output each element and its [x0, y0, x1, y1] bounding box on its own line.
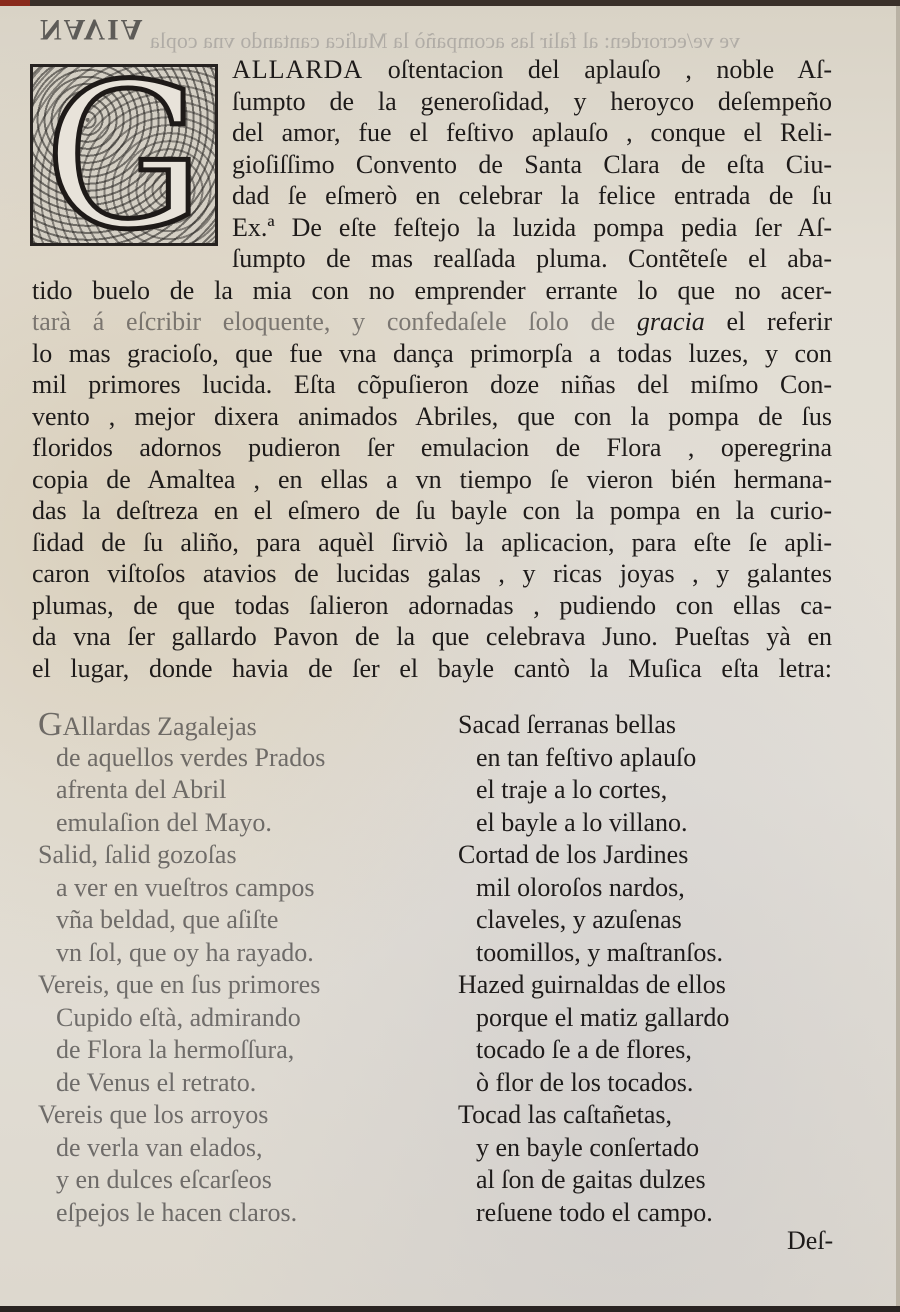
prose-line-9: lo mas gracioſo, que fue vna dança primorpſa a todas luzes, y con [32, 338, 832, 368]
prose-line-12: floridos adornos pudieron ſer emulacion de Flora , operegrina [32, 433, 832, 462]
verse-line: Cortad de los Jardines [458, 840, 689, 869]
verse-line: de verla van elados, [56, 1132, 263, 1162]
prose-line-17: plumas, de que todas ſalieron adornadas , pudiendo con ellas ca- [32, 590, 832, 620]
italic-word: gracia [636, 307, 705, 336]
verse-column-right [458, 709, 729, 1229]
prose-line-5: Ex.ª De eſte feſtejo la luzida pompa pedia ſer Aſ- [232, 212, 832, 242]
dropcap-letter: G [44, 41, 204, 274]
prose-line-16: caron viſtoſos atavios de lucidas galas , y ricas joyas , y galantes [32, 559, 832, 588]
verse-line: Tocad las caſtañetas, [458, 1100, 673, 1129]
bleed-through-text: ve ve/ecrorden: al falir las acompañò la Muſica cantando vna copla [150, 28, 741, 53]
prose-paragraph [32, 41, 832, 684]
verse-line: emulaſion del Mayo. [56, 807, 272, 837]
verse-line: GAllardas Zagalejas [38, 706, 257, 743]
verse-line: de Venus el retrato. [56, 1067, 257, 1097]
verse-line: claveles, y azuſenas [476, 905, 682, 934]
verse-line: vn ſol, que oy ha rayado. [56, 937, 314, 967]
prose-line-8: tarà á eſcribir eloquente, y confedaſele ſolo de gracia el referir [32, 307, 832, 336]
prose-line-10: mil primores lucida. Eſta cõpuſieron doze niñas del miſmo Con- [32, 370, 832, 399]
verse-line: vña beldad, que aſiſte [56, 905, 279, 934]
verse-line: Salid, ſalid gozoſas [38, 840, 237, 869]
prose-line-6: ſumpto de mas realſada pluma. Contẽteſe el aba- [232, 244, 832, 273]
verse-line: Hazed guirnaldas de ellos [458, 970, 726, 999]
prose-line-7: tido buelo de la mia con no emprender errante lo que no acer- [32, 275, 832, 305]
verse-line: al ſon de gaitas dulzes [476, 1165, 706, 1194]
prose-line-11: vento , mejor dixera animados Abriles, que con la pompa de ſus [32, 401, 832, 431]
catchword: Deſ- [787, 1226, 834, 1255]
prose-line-19: el lugar, donde havia de ſer el bayle cantò la Muſica eſta letra: [32, 653, 832, 683]
verse-line: Vereis, que en ſus primores [38, 970, 321, 999]
verse-line: Sacad ſerranas bellas [458, 710, 677, 739]
bleed-through-heading: NAVIA [40, 13, 145, 46]
prose-line-4: dad ſe eſmerò en celebrar la felice entrada de ſu [232, 181, 832, 210]
prose-line-0: ALLARDA oſtentacion del aplauſo , noble Aſ- [232, 55, 832, 84]
verse-line: el traje a lo cortes, [476, 775, 668, 804]
verse-line: porque el matiz gallardo [476, 1002, 730, 1032]
verse-line: mil oloroſos nardos, [476, 872, 685, 902]
prose-line-18: da vna ſer gallardo Pavon de la que celebrava Juno. Pueſtas yà en [32, 622, 832, 651]
verse-line: tocado ſe a de flores, [476, 1035, 692, 1064]
verse-line: y en bayle conſertado [476, 1132, 700, 1162]
verse-line: y en dulces eſcarſeos [56, 1165, 272, 1194]
prose-line-14: das la deſtreza en el eſmero de ſu bayle con la pompa en la curio- [32, 496, 832, 525]
prose-line-15: ſidad de ſu aliño, para aquèl ſirviò la aplicacion, para eſte ſe apli- [32, 527, 832, 557]
verse-line: de aquellos verdes Prados [56, 742, 326, 772]
prose-line-2: del amor, fue el feſtivo aplauſo , conque el Reli- [232, 118, 832, 147]
verse-line: de Flora la hermoſſura, [56, 1035, 295, 1064]
verse-line: Vereis que los arroyos [38, 1100, 269, 1129]
verse-line: toomillos, y maſtranſos. [476, 937, 723, 967]
book-page [0, 6, 900, 1306]
verse-line: ò flor de los tocados. [476, 1067, 694, 1097]
prose-line-13: copia de Amaltea , en ellas a vn tiempo ſe vieron bién hermana- [32, 464, 832, 494]
verse-line: Cupido eſtà, admirando [56, 1002, 301, 1032]
verse-line: el bayle a lo villano. [476, 807, 688, 837]
verse-column-left [38, 706, 326, 1229]
verse-line: afrenta del Abril [56, 775, 227, 804]
verse-line: a ver en vueſtros campos [56, 872, 315, 902]
verse-line: en tan feſtivo aplauſo [476, 742, 697, 772]
prose-line-1: ſumpto de la generoſidad, y heroyco deſempeño [232, 86, 832, 116]
prose-line-3: gioſiſſimo Convento de Santa Clara de eſta Ciu- [232, 149, 832, 179]
verse-line: reſuene todo el campo. [476, 1197, 713, 1227]
verse-line: eſpejos le hacen claros. [56, 1197, 298, 1227]
